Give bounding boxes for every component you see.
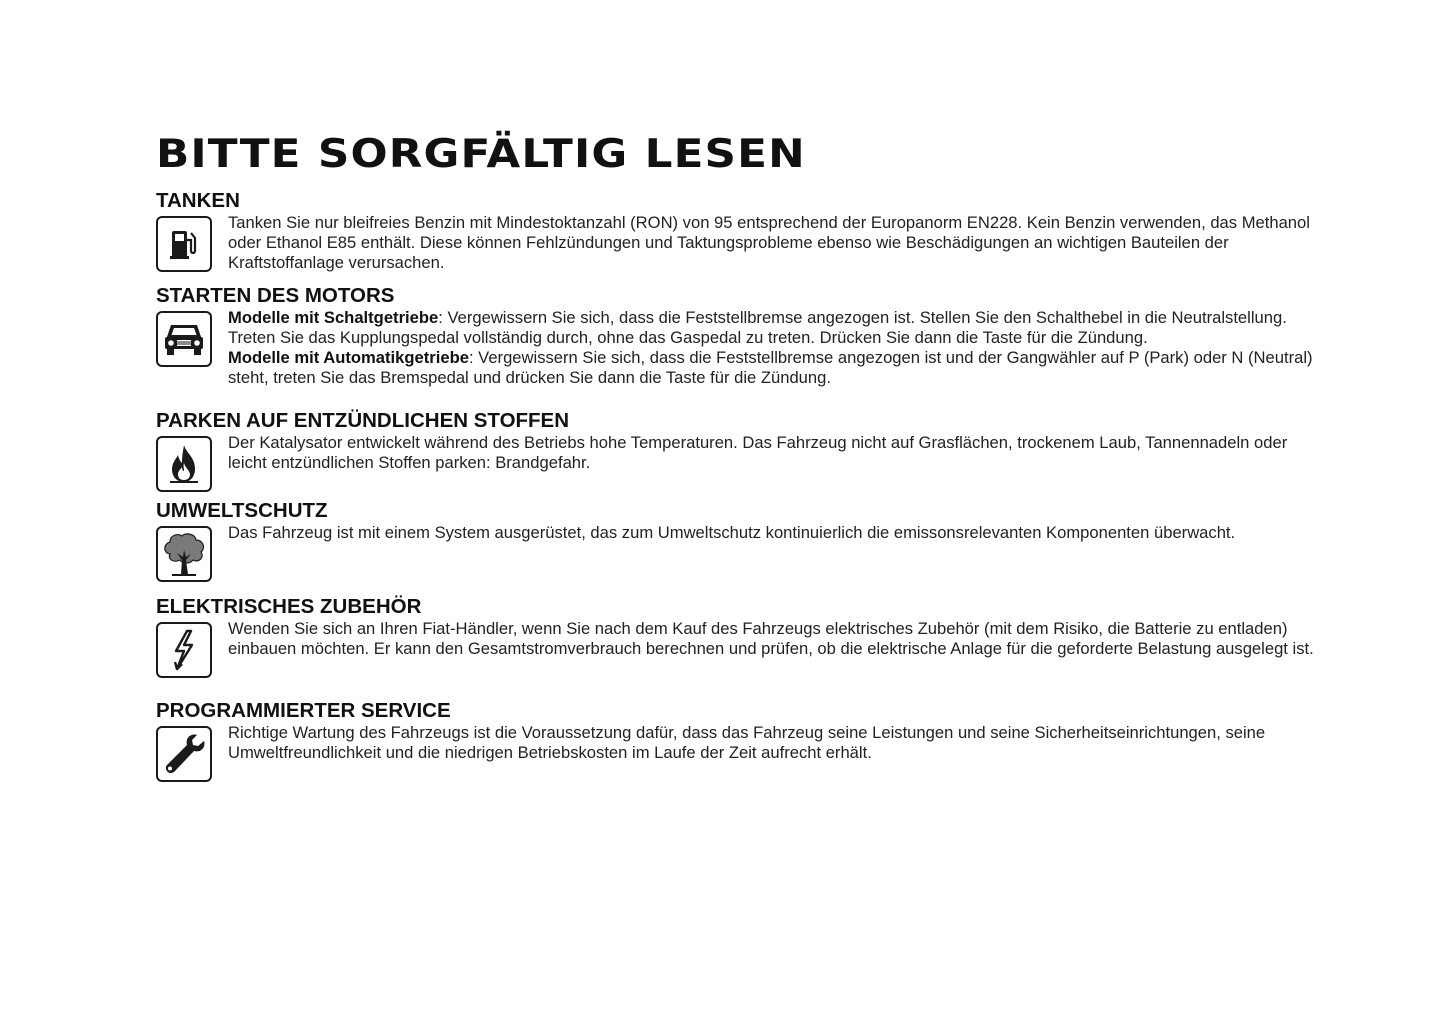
car-front-icon: [156, 311, 212, 367]
automatic-label: Modelle mit Automatikgetriebe: [228, 348, 469, 367]
wrench-icon: [156, 726, 212, 782]
section-paragraph: Tanken Sie nur bleifreies Benzin mit Mindestoktanzahl (RON) von 95 entsprechend der Europanorm EN228. Kein Benzin verwenden, das Methanol oder Ethanol E85 enthält. Diese können Fehlzündungen und Taktungsprobleme ebenso wie Beschädigungen an wichtigen Bauteilen der Kraftstoffanlage verursachen.: [228, 213, 1310, 272]
section-heading: UMWELTSCHUTZ: [156, 499, 328, 522]
section-starten-des-motors: [156, 284, 1316, 388]
section-text: [228, 619, 1316, 659]
section-heading: PARKEN AUF ENTZÜNDLICHEN STOFFEN: [156, 409, 570, 432]
automatic-paragraph: [228, 348, 1316, 388]
section-paragraph: Wenden Sie sich an Ihren Fiat-Händler, wenn Sie nach dem Kauf des Fahrzeugs elektrisches Zubehör (mit dem Risiko, die Batterie zu entladen) einbauen möchten. Er kann den Gesamtstromverbrauch berechnen und prüfen, ob die elektrische Anlage für die geforderte Belastung ausgelegt ist.: [228, 619, 1314, 658]
manual-label: Modelle mit Schaltgetriebe: [228, 308, 439, 327]
section-text: [228, 308, 1316, 388]
section-heading: STARTEN DES MOTORS: [156, 284, 395, 307]
section-tanken: [156, 189, 1316, 273]
fuel-pump-icon: [156, 216, 212, 272]
section-text: [228, 523, 1316, 543]
section-text: [228, 213, 1316, 273]
section-paragraph: Der Katalysator entwickelt während des Betriebs hohe Temperaturen. Das Fahrzeug nicht auf Grasflächen, trockenem Laub, Tannennadeln oder leicht entzündlichen Stoffen parken: Brandgefahr.: [228, 433, 1288, 472]
tree-icon: [156, 526, 212, 582]
lightning-bolt-icon: [156, 622, 212, 678]
section-paragraph: Das Fahrzeug ist mit einem System ausgerüstet, das zum Umweltschutz kontinuierlich die emissonsrelevanten Komponenten überwacht.: [228, 523, 1236, 542]
section-text: [228, 433, 1316, 473]
section-umweltschutz: [156, 499, 1316, 543]
section-programmierter-service: [156, 699, 1316, 763]
page-title: BITTE SORGFÄLTIG LESEN: [156, 132, 806, 177]
section-parken: [156, 409, 1316, 473]
section-text: [228, 723, 1316, 763]
section-paragraph: Richtige Wartung des Fahrzeugs ist die Voraussetzung dafür, dass das Fahrzeug seine Leistungen und seine Sicherheitseinrichtungen, seine Umweltfreundlichkeit und die niedrigen Betriebskosten im Laufe der Zeit aufrecht erhält.: [228, 723, 1266, 762]
flame-icon: [156, 436, 212, 492]
section-heading: TANKEN: [156, 189, 240, 212]
section-heading: PROGRAMMIERTER SERVICE: [156, 699, 451, 722]
manual-paragraph: [228, 308, 1316, 348]
automatic-text: : Vergewissern Sie sich, dass die Feststellbremse angezogen ist und der Gangwähler auf P (Park) oder N (Neutral) steht, treten Sie das Bremspedal und drücken Sie dann die Taste für die Zündung.: [228, 348, 1313, 387]
section-heading: ELEKTRISCHES ZUBEHÖR: [156, 595, 422, 618]
manual-text: : Vergewissern Sie sich, dass die Feststellbremse angezogen ist. Stellen Sie den Schalthebel in die Neutralstellung. Treten Sie das Kupplungspedal vollständig durch, ohne das Gaspedal zu treten. Drücken Sie dann die Taste für die Zündung.: [228, 308, 1287, 347]
section-elektrisches-zubehoer: [156, 595, 1316, 659]
